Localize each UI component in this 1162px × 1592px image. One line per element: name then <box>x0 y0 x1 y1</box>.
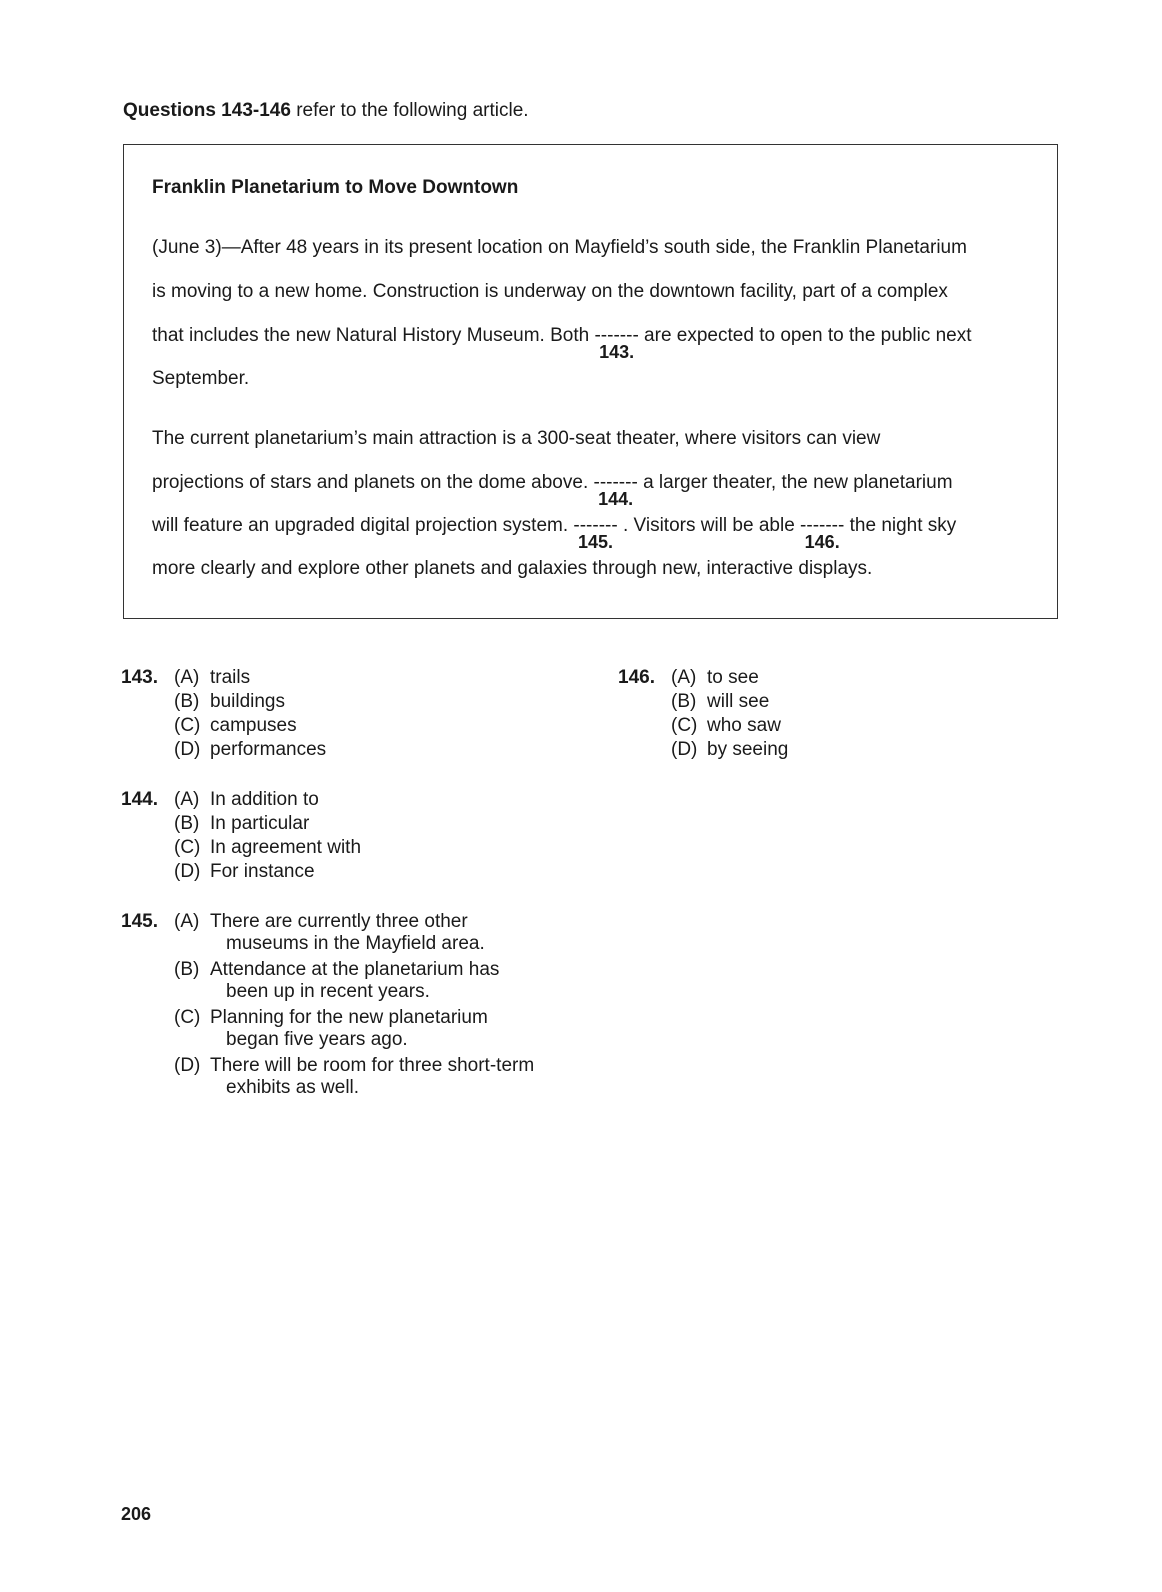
blank-146: ------- 146. <box>800 515 845 552</box>
answer-option[interactable]: (D) by seeing <box>671 739 789 760</box>
answer-option[interactable]: (C) In agreement with <box>174 837 362 858</box>
page-number: 206 <box>121 1504 152 1524</box>
answer-option[interactable]: (B) buildings <box>174 691 285 712</box>
question-number: 145. <box>121 911 158 932</box>
questions-intro <box>123 100 529 122</box>
answer-option[interactable]: (B) In particular <box>174 813 310 834</box>
article-line: will feature an upgraded digital projection system. ------- 145. . Visitors will be able ------- 146. the night sky <box>152 515 957 552</box>
answer-option[interactable]: (D) For instance <box>174 861 315 882</box>
answer-option[interactable]: (B) Attendance at the planetarium has been up in recent years. <box>174 959 500 1002</box>
answer-option[interactable]: (C) campuses <box>174 715 297 736</box>
blank-144: ------- 144. <box>593 472 638 509</box>
question-number: 143. <box>121 667 158 688</box>
blank-number: 143. <box>599 342 635 362</box>
answer-option[interactable]: (C) Planning for the new planetarium began five years ago. <box>174 1007 488 1050</box>
answer-option[interactable]: (D) performances <box>174 739 327 760</box>
question-number: 144. <box>121 789 158 810</box>
answer-option[interactable]: (A) trails <box>174 667 251 688</box>
blank-145: ------- 145. <box>573 515 618 552</box>
article-headline: Franklin Planetarium to Move Downtown <box>152 177 519 198</box>
blank-number: 146. <box>804 532 840 552</box>
blank-143: ------- 143. <box>594 325 639 362</box>
article-line: that includes the new Natural History Museum. Both ------- 143. are expected to open to the public next <box>152 325 972 362</box>
intro-rest: refer to the following article. <box>290 100 529 121</box>
answer-option[interactable]: (B) will see <box>671 691 770 712</box>
question-number: 146. <box>618 667 655 688</box>
article-line: is moving to a new home. Construction is underway on the downtown facility, part of a complex <box>152 281 948 302</box>
article-line: more clearly and explore other planets and galaxies through new, interactive displays. <box>152 558 873 579</box>
article-line: The current planetarium’s main attraction is a 300-seat theater, where visitors can view <box>152 428 881 449</box>
blank-number: 144. <box>598 489 634 509</box>
article-line: (June 3)—After 48 years in its present location on Mayfield’s south side, the Franklin Planetarium <box>152 237 967 258</box>
article-line: September. <box>152 368 250 389</box>
answer-option[interactable]: (A) In addition to <box>174 789 319 810</box>
answer-option[interactable]: (A) There are currently three other museums in the Mayfield area. <box>174 911 485 954</box>
article-box <box>123 144 1058 619</box>
answer-option[interactable]: (D) There will be room for three short-term exhibits as well. <box>174 1055 535 1098</box>
answer-option[interactable]: (A) to see <box>671 667 759 688</box>
blank-number: 145. <box>578 532 614 552</box>
article-line: projections of stars and planets on the dome above. ------- 144. a larger theater, the new planetarium <box>152 472 953 509</box>
answer-option[interactable]: (C) who saw <box>671 715 781 736</box>
intro-bold: Questions 143-146 <box>123 100 291 121</box>
